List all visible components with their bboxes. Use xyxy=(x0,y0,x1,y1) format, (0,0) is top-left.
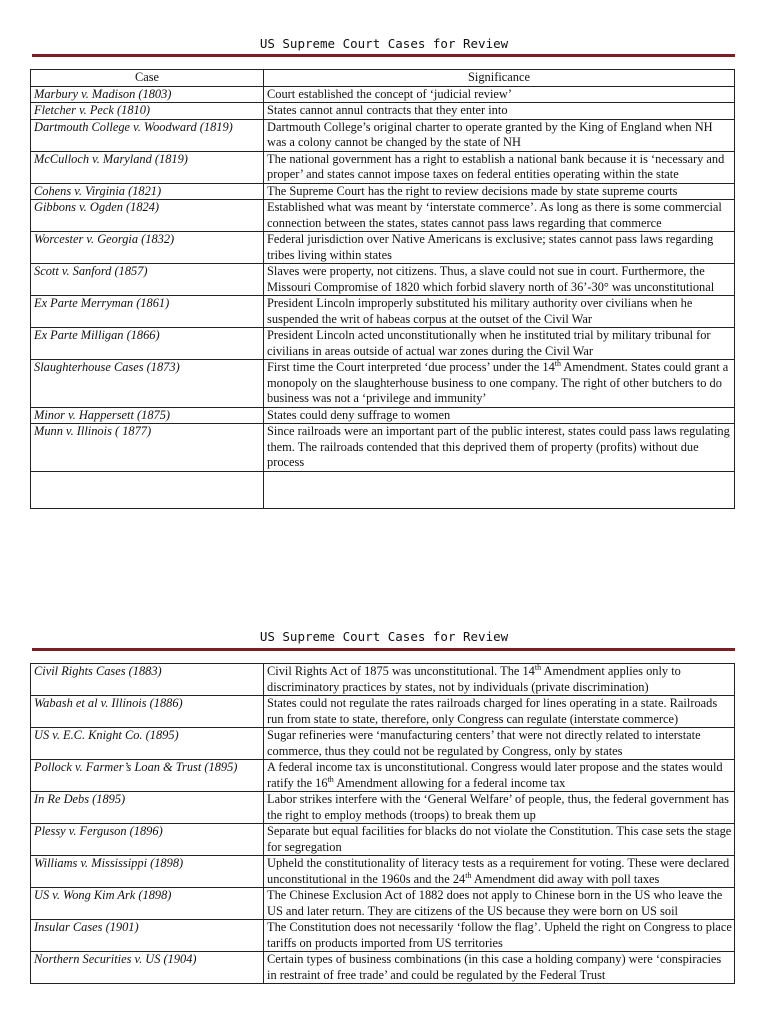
empty-cell xyxy=(31,471,264,508)
case-name: US v. Wong Kim Ark (1898) xyxy=(31,888,264,920)
case-name: Northern Securities v. US (1904) xyxy=(31,952,264,984)
case-name: Ex Parte Milligan (1866) xyxy=(31,328,264,360)
table-row xyxy=(31,119,735,151)
section-1-rule xyxy=(32,54,735,57)
table-row xyxy=(31,183,735,200)
case-significance: The Chinese Exclusion Act of 1882 does not apply to Chinese born in the US who leave the US and later return. They are citizens of the US because they were born on US soil xyxy=(264,888,735,920)
case-significance: Dartmouth College’s original charter to operate granted by the King of England when NH was a colony cannot be changed by the state of NH xyxy=(264,119,735,151)
empty-cell xyxy=(264,471,735,508)
table-row xyxy=(31,360,735,408)
ordinal-suffix: th xyxy=(327,774,334,784)
case-significance xyxy=(264,760,735,792)
case-name: Slaughterhouse Cases (1873) xyxy=(31,360,264,408)
case-significance: Court established the concept of ‘judicial review’ xyxy=(264,86,735,103)
table-row xyxy=(31,760,735,792)
case-name: Civil Rights Cases (1883) xyxy=(31,664,264,696)
table-row xyxy=(31,728,735,760)
significance-text: A federal income tax is unconstitutional. Congress would later propose and the states would ratify the 16 xyxy=(267,760,723,790)
table-row xyxy=(31,888,735,920)
case-significance: The Constitution does not necessarily ‘follow the flag’. Upheld the right on Congress to place tariffs on products imported from US territories xyxy=(264,920,735,952)
case-name: Pollock v. Farmer’s Loan & Trust (1895) xyxy=(31,760,264,792)
table-row xyxy=(31,696,735,728)
case-significance: Sugar refineries were ‘manufacturing centers’ that were not directly related to interstate commerce, thus they could not be regulated by Congress, only by states xyxy=(264,728,735,760)
case-name: Worcester v. Georgia (1832) xyxy=(31,232,264,264)
section-2-title: US Supreme Court Cases for Review xyxy=(259,629,509,644)
table-row xyxy=(31,824,735,856)
case-name: In Re Debs (1895) xyxy=(31,792,264,824)
case-significance: Since railroads were an important part of the public interest, states could pass laws regulating them. The railroads contended that this deprived them of property (profits) without due process xyxy=(264,424,735,472)
case-significance: States could not regulate the rates railroads charged for lines operating in a state. Railroads run from state to state, therefore, only Congress can regulate (interstate commerce) xyxy=(264,696,735,728)
case-significance xyxy=(264,664,735,696)
table-row xyxy=(31,200,735,232)
case-name: Williams v. Mississippi (1898) xyxy=(31,856,264,888)
empty-row xyxy=(31,471,735,508)
table-row xyxy=(31,952,735,984)
table-row xyxy=(31,296,735,328)
ordinal-suffix: th xyxy=(554,358,562,368)
case-name: Wabash et al v. Illinois (1886) xyxy=(31,696,264,728)
case-name: Ex Parte Merryman (1861) xyxy=(31,296,264,328)
significance-text: Amendment did away with poll taxes xyxy=(471,871,660,886)
case-significance: Federal jurisdiction over Native Americans is exclusive; states cannot pass laws regarding tribes living within states xyxy=(264,232,735,264)
case-name: Insular Cases (1901) xyxy=(31,920,264,952)
table-row xyxy=(31,151,735,183)
case-significance xyxy=(264,360,735,408)
case-name: Marbury v. Madison (1803) xyxy=(31,86,264,103)
table-row xyxy=(31,856,735,888)
table-row xyxy=(31,264,735,296)
section-2-rule xyxy=(32,648,735,651)
table-row xyxy=(31,664,735,696)
table-row xyxy=(31,920,735,952)
case-name: Scott v. Sanford (1857) xyxy=(31,264,264,296)
case-name: McCulloch v. Maryland (1819) xyxy=(31,151,264,183)
table-row xyxy=(31,792,735,824)
case-name: Munn v. Illinois ( 1877) xyxy=(31,424,264,472)
case-name: Plessy v. Ferguson (1896) xyxy=(31,824,264,856)
significance-text: Amendment. States could grant a monopoly on the slaughterhouse business to one company. The right of other butchers to do business was not a ‘privilege and immunity’ xyxy=(267,360,729,405)
case-column-header: Case xyxy=(31,70,264,87)
significance-text: Amendment applies only to discriminatory practices by states, not by individuals (private discrimination) xyxy=(267,664,681,694)
case-significance: States cannot annul contracts that they enter into xyxy=(264,103,735,120)
case-significance: Slaves were property, not citizens. Thus, a slave could not sue in court. Furthermore, the Missouri Compromise of 1820 which forbid slavery north of 36’-30° was unconstitutional xyxy=(264,264,735,296)
case-significance: Established what was meant by ‘interstate commerce’. As long as there is some commercial connection between the states, states cannot pass laws regarding that commerce xyxy=(264,200,735,232)
case-significance xyxy=(264,856,735,888)
table-row xyxy=(31,232,735,264)
case-name: Dartmouth College v. Woodward (1819) xyxy=(31,119,264,151)
case-significance: Certain types of business combinations (in this case a holding company) were ‘conspiracies in restraint of free trade’ and could be regulated by the Federal Trust xyxy=(264,952,735,984)
table-row xyxy=(31,407,735,424)
significance-text: First time the Court interpreted ‘due process’ under the 14 xyxy=(267,360,555,374)
cases-table-2 xyxy=(30,663,735,984)
table-row xyxy=(31,424,735,472)
case-name: Cohens v. Virginia (1821) xyxy=(31,183,264,200)
significance-text: Amendment allowing for a federal income tax xyxy=(333,775,566,790)
table-header-row xyxy=(31,70,735,87)
case-significance: States could deny suffrage to women xyxy=(264,407,735,424)
case-name: Gibbons v. Ogden (1824) xyxy=(31,200,264,232)
case-significance: Labor strikes interfere with the ‘General Welfare’ of people, thus, the federal government has the right to employ methods (troops) to break them up xyxy=(264,792,735,824)
cases-table-1 xyxy=(30,69,735,509)
case-significance: President Lincoln acted unconstitutionally when he instituted trial by military tribunal for civilians in areas outside of actual war zones during the Civil War xyxy=(264,328,735,360)
case-name: Fletcher v. Peck (1810) xyxy=(31,103,264,120)
case-significance: President Lincoln improperly substituted his military authority over civilians when he suspended the writ of habeas corpus at the outset of the Civil War xyxy=(264,296,735,328)
ordinal-suffix: th xyxy=(534,662,542,672)
case-significance: Separate but equal facilities for blacks do not violate the Constitution. This case sets the stage for segregation xyxy=(264,824,735,856)
case-significance: The Supreme Court has the right to review decisions made by state supreme courts xyxy=(264,183,735,200)
table-row xyxy=(31,328,735,360)
case-name: US v. E.C. Knight Co. (1895) xyxy=(31,728,264,760)
significance-column-header: Significance xyxy=(264,70,735,87)
significance-text: Civil Rights Act of 1875 was unconstitutional. The 14 xyxy=(267,664,535,678)
ordinal-suffix: th xyxy=(465,870,472,880)
case-name: Minor v. Happersett (1875) xyxy=(31,407,264,424)
section-1-title: US Supreme Court Cases for Review xyxy=(259,36,509,51)
significance-text: Upheld the constitutionality of literacy tests as a requirement for voting. These were declared unconstitutional in the 1960s and the 24 xyxy=(267,856,730,886)
table-row xyxy=(31,103,735,120)
table-row xyxy=(31,86,735,103)
case-significance: The national government has a right to establish a national bank because it is ‘necessary and proper’ and states cannot impose taxes on federal entities operating within the state xyxy=(264,151,735,183)
